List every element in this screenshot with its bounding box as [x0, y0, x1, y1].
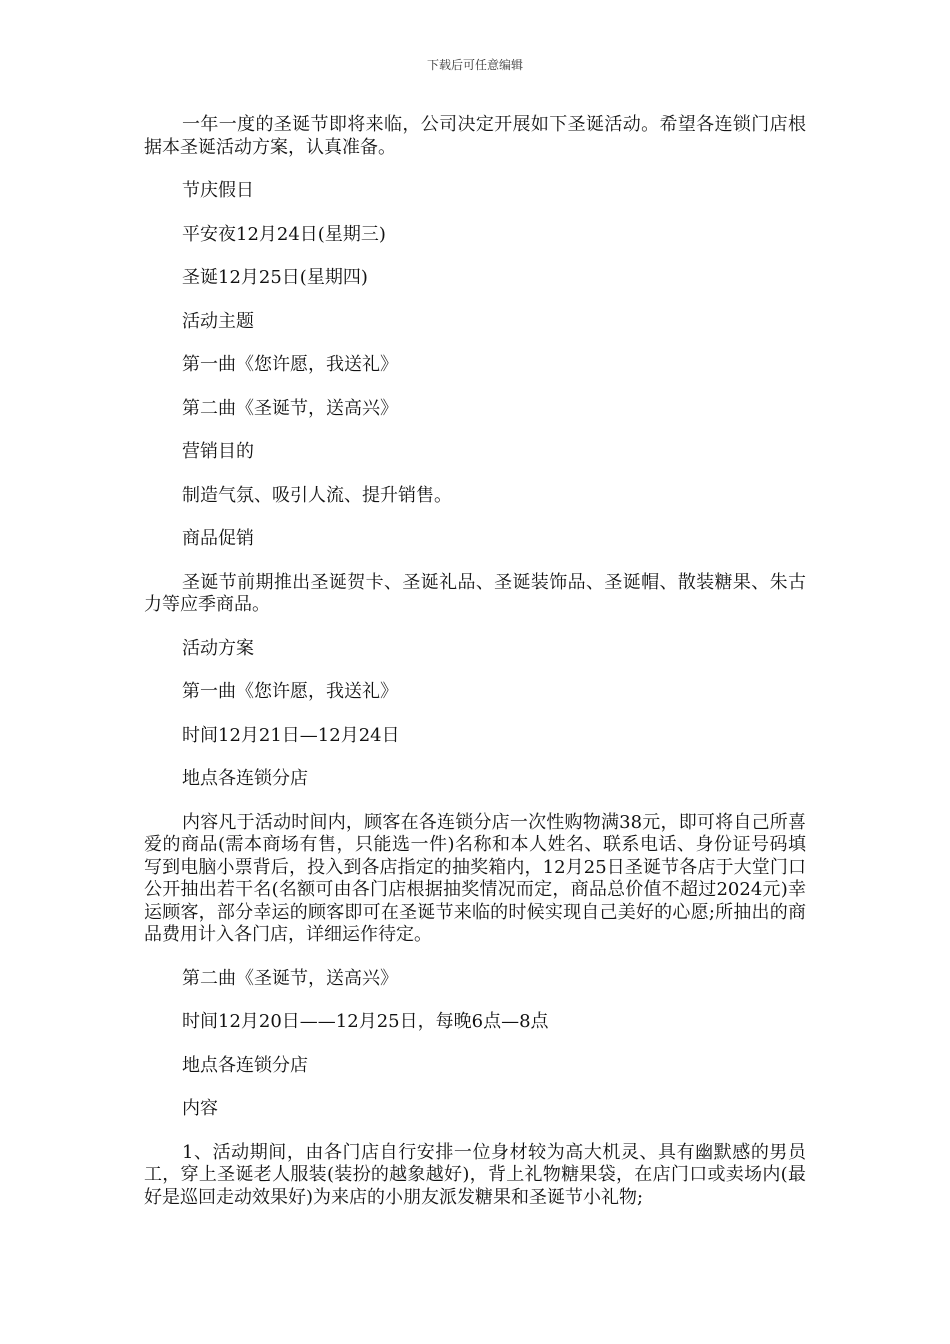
paragraph-part-1-place: 地点各连锁分店 [182, 768, 308, 789]
paragraph-intro: 一年一度的圣诞节即将来临，公司决定开展如下圣诞活动。希望各连锁门店根据本圣诞活动方案，认真准备。 [144, 114, 806, 158]
heading-promotion: 商品促销 [182, 528, 254, 549]
heading-marketing-goal: 营销目的 [182, 441, 254, 462]
paragraph-christmas-day: 圣诞12月25日(星期四) [182, 267, 368, 288]
paragraph-marketing-goal: 制造气氛、吸引人流、提升销售。 [182, 484, 452, 506]
paragraph-part-1-time: 时间12月21日—12月24日 [182, 724, 400, 746]
document-body [144, 114, 806, 1230]
paragraph-part-2-item-1: 1、活动期间，由各门店自行安排一位身材较为高大机灵、具有幽默感的男员工，穿上圣诞老人服装(装扮的越象越好)，背上礼物糖果袋，在店门口或卖场内(最好是巡回走动效果好)为来店的小朋友派发糖果和圣诞节小礼物; [144, 1141, 806, 1208]
heading-theme: 活动主题 [182, 310, 254, 332]
paragraph-theme-2: 第二曲《圣诞节，送高兴》 [182, 397, 398, 419]
paragraph-theme-1: 第一曲《您许愿，我送礼》 [182, 354, 398, 375]
paragraph-part-2-time: 时间12月20日——12月25日，每晚6点—8点 [182, 1011, 549, 1032]
paragraph-part-2-title: 第二曲《圣诞节，送高兴》 [182, 967, 398, 989]
paragraph-part-1-content: 内容凡于活动时间内，顾客在各连锁分店一次性购物满38元，即可将自己所喜爱的商品(需本商场有售，只能选一件)名称和本人姓名、联系电话、身份证号码填写到电脑小票背后，投入到各店指定的抽奖箱内，12月25日圣诞节各店于大堂门口公开抽出若干名(名额可由各门店根据抽奖情况而定，商品总价值不超过2024元)幸运顾客，部分幸运的顾客即可在圣诞节来临的时候实现自己美好的心愿;所抽出的商品费用计入各门店，详细运作待定。 [144, 811, 806, 945]
paragraph-part-2-place: 地点各连锁分店 [182, 1054, 308, 1076]
heading-holidays: 节庆假日 [182, 180, 254, 201]
paragraph-part-1-title: 第一曲《您许愿，我送礼》 [182, 681, 398, 702]
page-header-note: 下载后可任意编辑 [426, 58, 523, 72]
heading-plan: 活动方案 [182, 637, 254, 659]
paragraph-part-2-content-label: 内容 [182, 1098, 218, 1119]
paragraph-promotion: 圣诞节前期推出圣诞贺卡、圣诞礼品、圣诞装饰品、圣诞帽、散装糖果、朱古力等应季商品。 [144, 571, 806, 615]
paragraph-christmas-eve: 平安夜12月24日(星期三) [182, 223, 386, 245]
